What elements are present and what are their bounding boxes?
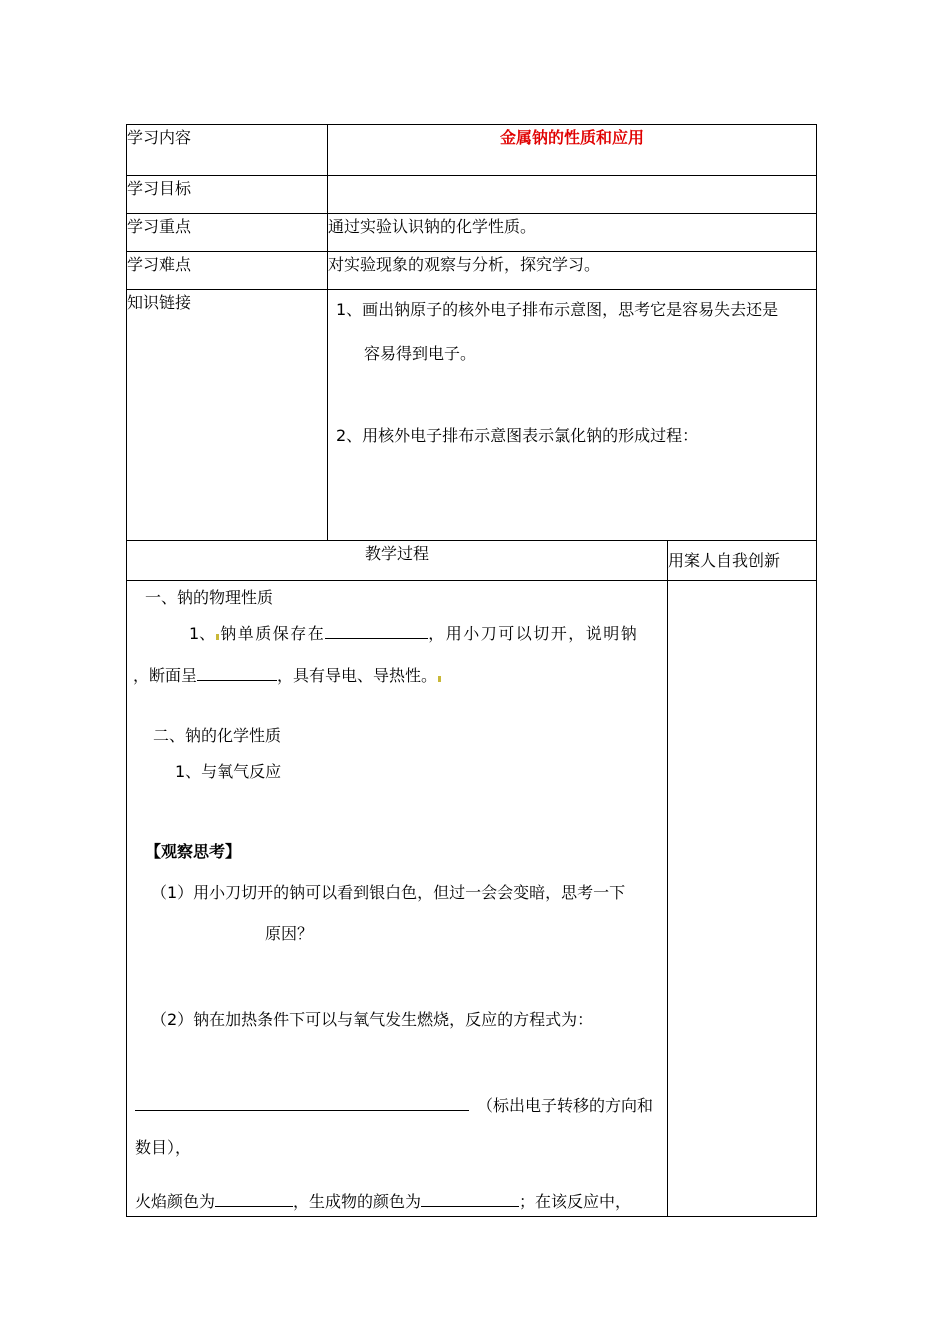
section-chemical: 二、钠的化学性质 bbox=[153, 726, 282, 745]
knowledge-item-2: 2、用核外电子排布示意图表示氯化钠的形成过程： bbox=[336, 426, 699, 445]
conduct-text: ，具有导电、导热性。 bbox=[277, 666, 438, 685]
row-goal bbox=[127, 176, 817, 214]
row-content bbox=[127, 125, 817, 176]
reaction-text: ；在该反应中， bbox=[519, 1192, 632, 1211]
question-1: （1）用小刀切开的钠可以看到银白色，但过一会会变暗，思考一下 bbox=[151, 883, 626, 902]
equation-note: （标出电子转移的方向和 bbox=[477, 1096, 654, 1115]
key-value: 通过实验认识钠的化学性质。 bbox=[328, 214, 817, 252]
surface-text: ，断面呈 bbox=[133, 666, 198, 685]
process-heading: 教学过程 bbox=[127, 541, 668, 581]
physical-item-1-cont bbox=[133, 663, 442, 686]
marker-glyph bbox=[438, 676, 441, 682]
section-physical: 一、钠的物理性质 bbox=[145, 588, 274, 607]
storage-text: 钠单质保存在 bbox=[220, 624, 326, 643]
page-title: 金属钠的性质和应用 bbox=[328, 125, 817, 176]
process-body bbox=[127, 581, 668, 1217]
product-color-text: ，生成物的颜色为 bbox=[293, 1192, 422, 1211]
physical-item-1 bbox=[189, 621, 638, 644]
side-heading: 用案人自我创新 bbox=[668, 541, 817, 581]
knowledge-item-1-cont: 容易得到电子。 bbox=[364, 344, 477, 363]
flame-color-text: 火焰颜色为 bbox=[135, 1192, 216, 1211]
key-label: 学习重点 bbox=[127, 214, 328, 252]
knowledge-cell bbox=[328, 290, 817, 541]
row-key bbox=[127, 214, 817, 252]
observe-heading: 【观察思考】 bbox=[145, 842, 242, 861]
question-2: （2）钠在加热条件下可以与氧气发生燃烧，反应的方程式为： bbox=[151, 1010, 594, 1029]
row-process-header bbox=[127, 541, 817, 581]
item-number: 1、 bbox=[189, 624, 216, 643]
content-label: 学习内容 bbox=[127, 125, 328, 176]
storage-blank[interactable] bbox=[325, 624, 428, 639]
chemical-item-1: 1、与氧气反应 bbox=[175, 762, 282, 781]
equation-blank[interactable] bbox=[135, 1096, 469, 1111]
lesson-table bbox=[126, 124, 817, 1217]
product-color-blank[interactable] bbox=[421, 1192, 519, 1207]
difficulty-label: 学习难点 bbox=[127, 252, 328, 290]
row-process-body bbox=[127, 581, 817, 1217]
equation-note-cont: 数目）， bbox=[135, 1138, 192, 1157]
goal-value bbox=[328, 176, 817, 214]
surface-blank[interactable] bbox=[197, 666, 277, 681]
equation-line bbox=[135, 1093, 653, 1116]
goal-label: 学习目标 bbox=[127, 176, 328, 214]
side-notes-cell[interactable] bbox=[668, 581, 817, 1217]
knowledge-item-1: 1、画出钠原子的核外电子排布示意图，思考它是容易失去还是 bbox=[336, 300, 779, 319]
row-difficulty bbox=[127, 252, 817, 290]
cut-text: ，用小刀可以切开，说明钠 bbox=[428, 624, 639, 643]
flame-color-blank[interactable] bbox=[215, 1192, 293, 1207]
flame-line bbox=[135, 1189, 631, 1212]
marker-glyph bbox=[216, 634, 219, 640]
row-knowledge bbox=[127, 290, 817, 541]
difficulty-value: 对实验现象的观察与分析，探究学习。 bbox=[328, 252, 817, 290]
knowledge-label: 知识链接 bbox=[127, 290, 328, 541]
question-1-cont: 原因？ bbox=[265, 924, 314, 943]
